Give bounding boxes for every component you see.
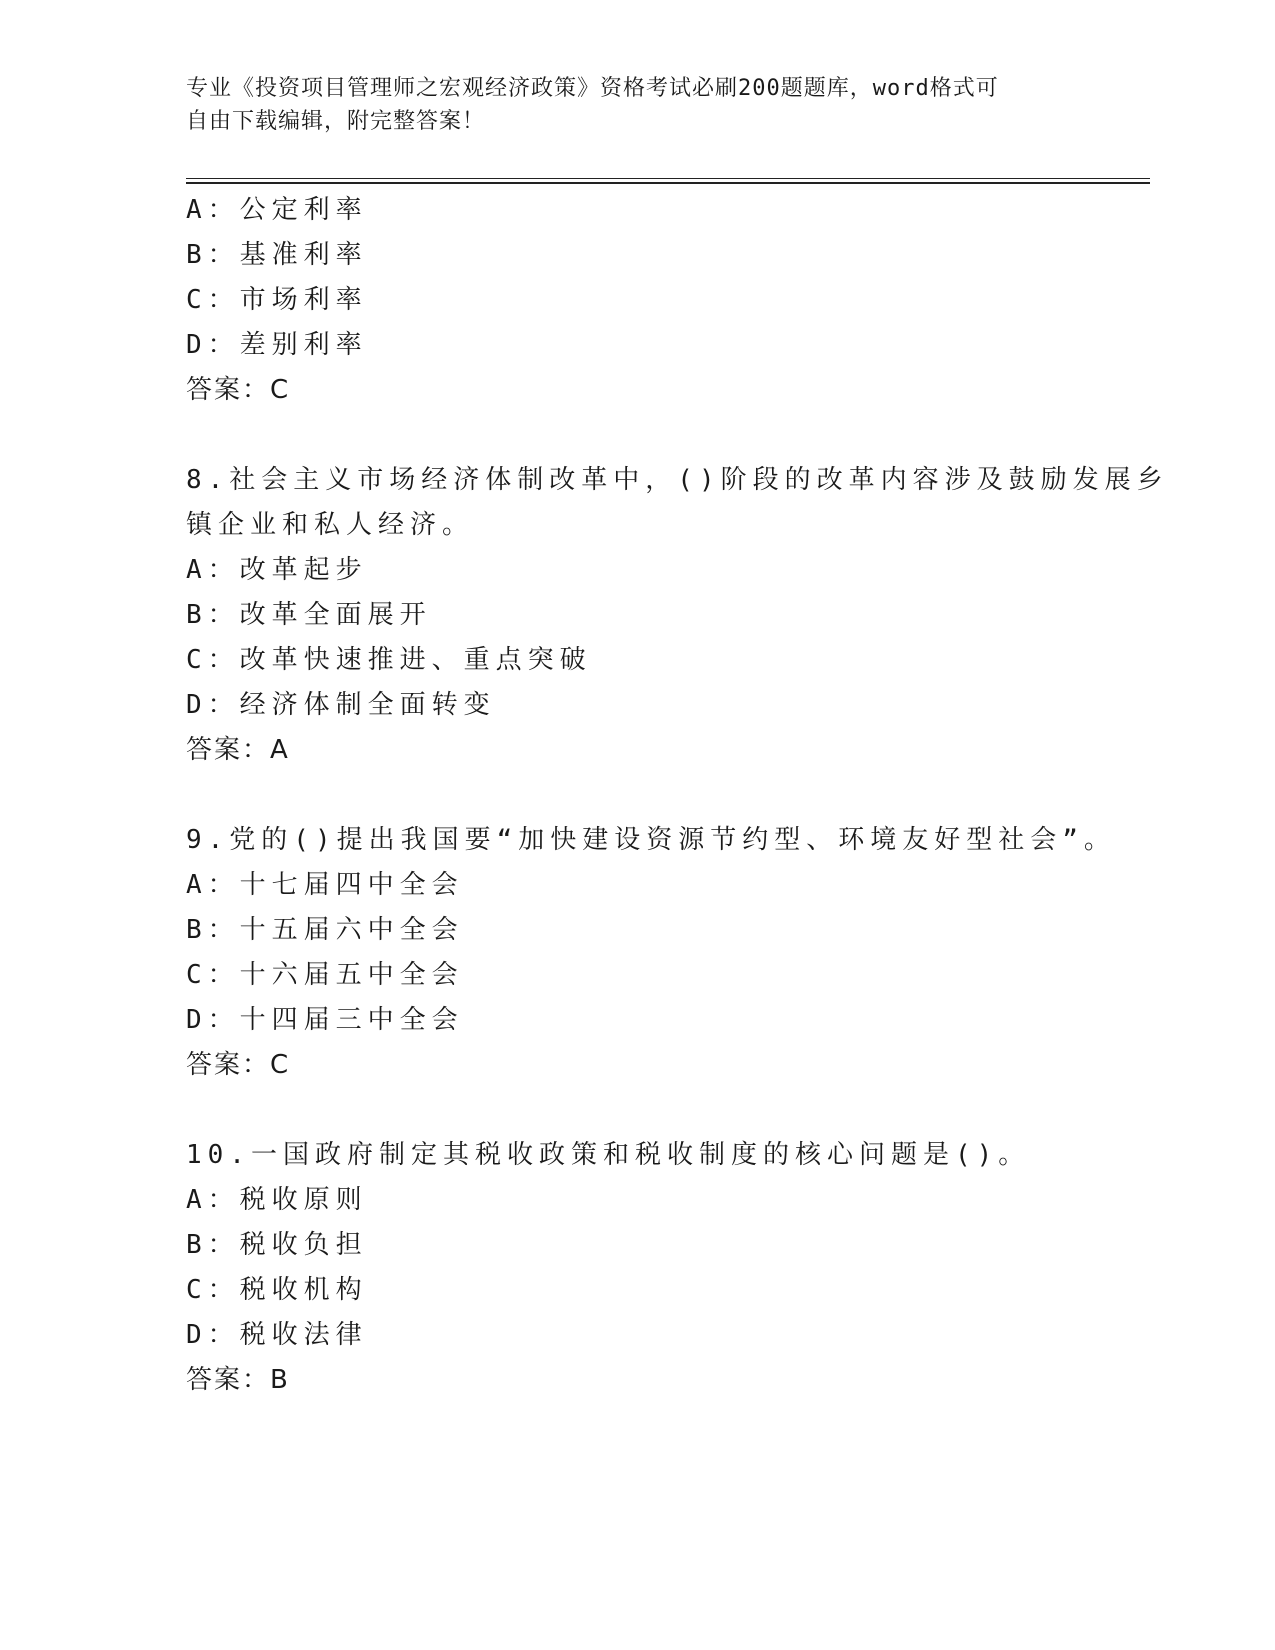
option-d: D：税收法律 bbox=[186, 1320, 368, 1350]
option-d: D：经济体制全面转变 bbox=[186, 690, 496, 720]
option-c: C：税收机构 bbox=[186, 1275, 368, 1305]
header-divider-thin bbox=[186, 178, 1150, 179]
header-divider-thick bbox=[186, 182, 1150, 184]
question-10 bbox=[186, 1133, 1086, 1403]
option-a: A：改革起步 bbox=[186, 555, 368, 585]
question-7 bbox=[186, 188, 1086, 413]
answer-label: 答案：A bbox=[186, 735, 290, 765]
header-line-1: 专业《投资项目管理师之宏观经济政策》资格考试必刷200题题库，word格式可 bbox=[186, 76, 999, 101]
option-a: A：公定利率 bbox=[186, 195, 368, 225]
question-stem: 9.党的()提出我国要“加快建设资源节约型、环境友好型社会”。 bbox=[186, 825, 1116, 855]
question-9 bbox=[186, 818, 1116, 1088]
answer-label: 答案：C bbox=[186, 1050, 291, 1080]
option-c: C：十六届五中全会 bbox=[186, 960, 464, 990]
document-header bbox=[186, 72, 1066, 138]
spacer bbox=[186, 1088, 1086, 1133]
question-list bbox=[186, 188, 1169, 1403]
option-a: A：税收原则 bbox=[186, 1185, 368, 1215]
option-c: C：市场利率 bbox=[186, 285, 368, 315]
header-line-2: 自由下载编辑，附完整答案！ bbox=[186, 109, 486, 134]
option-c: C：改革快速推进、重点突破 bbox=[186, 645, 592, 675]
option-a: A：十七届四中全会 bbox=[186, 870, 464, 900]
option-b: B：税收负担 bbox=[186, 1230, 368, 1260]
question-8 bbox=[186, 458, 1169, 773]
option-b: B：十五届六中全会 bbox=[186, 915, 464, 945]
answer-label: 答案：B bbox=[186, 1365, 290, 1395]
option-d: D：十四届三中全会 bbox=[186, 1005, 464, 1035]
spacer bbox=[186, 773, 1086, 818]
question-stem: 10.一国政府制定其税收政策和税收制度的核心问题是()。 bbox=[186, 1140, 1031, 1170]
option-b: B：基准利率 bbox=[186, 240, 368, 270]
question-stem-line-1: 8.社会主义市场经济体制改革中，()阶段的改革内容涉及鼓励发展乡 bbox=[186, 465, 1169, 495]
spacer bbox=[186, 413, 1086, 458]
answer-label: 答案：C bbox=[186, 375, 291, 405]
question-stem-line-2: 镇企业和私人经济。 bbox=[186, 510, 475, 540]
option-d: D：差别利率 bbox=[186, 330, 368, 360]
option-b: B：改革全面展开 bbox=[186, 600, 432, 630]
